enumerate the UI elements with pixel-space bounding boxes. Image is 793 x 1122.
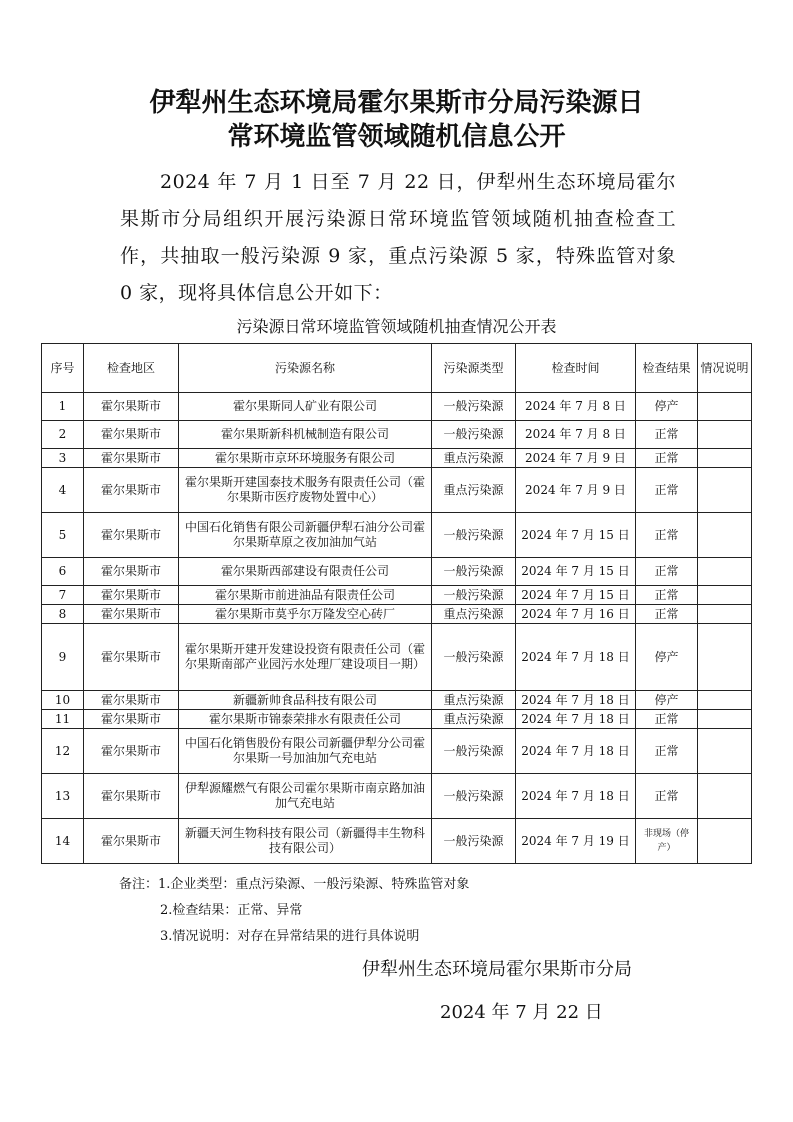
cell-note: [698, 691, 752, 710]
note-line-3: 3.情况说明：对存在异常结果的进行具体说明: [160, 929, 420, 944]
header-name: 污染源名称: [179, 344, 432, 393]
cell-time: 2024 年 7 月 18 日: [516, 729, 636, 774]
cell-area: 霍尔果斯市: [84, 421, 179, 449]
cell-area: 霍尔果斯市: [84, 513, 179, 558]
cell-area: 霍尔果斯市: [84, 393, 179, 421]
cell-result: 正常: [636, 605, 698, 624]
cell-result: 停产: [636, 624, 698, 691]
cell-time: 2024 年 7 月 19 日: [516, 819, 636, 864]
cell-area: 霍尔果斯市: [84, 605, 179, 624]
cell-seq: 11: [42, 710, 84, 729]
cell-seq: 13: [42, 774, 84, 819]
cell-time: 2024 年 7 月 15 日: [516, 586, 636, 605]
cell-name: 中国石化销售有限公司新疆伊犁石油分公司霍尔果斯草原之夜加油加气站: [179, 513, 432, 558]
table-row: [42, 558, 752, 586]
cell-type: 一般污染源: [432, 729, 516, 774]
table-row: [42, 774, 752, 819]
cell-type: 一般污染源: [432, 774, 516, 819]
cell-area: 霍尔果斯市: [84, 774, 179, 819]
cell-note: [698, 393, 752, 421]
cell-type: 一般污染源: [432, 421, 516, 449]
cell-note: [698, 605, 752, 624]
note-line-1: 备注：1.企业类型：重点污染源、一般污染源、特殊监管对象: [119, 877, 470, 892]
cell-name: 霍尔果斯开建国泰技术服务有限责任公司（霍尔果斯市医疗废物处置中心）: [179, 468, 432, 513]
cell-result: 正常: [636, 421, 698, 449]
cell-type: 一般污染源: [432, 393, 516, 421]
cell-time: 2024 年 7 月 15 日: [516, 558, 636, 586]
table-row: [42, 421, 752, 449]
table-caption: 污染源日常环境监管领域随机抽查情况公开表: [236, 317, 557, 336]
cell-area: 霍尔果斯市: [84, 449, 179, 468]
cell-seq: 2: [42, 421, 84, 449]
cell-result: 正常: [636, 468, 698, 513]
cell-seq: 4: [42, 468, 84, 513]
cell-time: 2024 年 7 月 8 日: [516, 393, 636, 421]
table-row: [42, 691, 752, 710]
cell-name: 霍尔果斯西部建设有限责任公司: [179, 558, 432, 586]
cell-type: 重点污染源: [432, 605, 516, 624]
cell-type: 一般污染源: [432, 513, 516, 558]
cell-seq: 3: [42, 449, 84, 468]
cell-result: 正常: [636, 729, 698, 774]
cell-name: 伊犁源耀燃气有限公司霍尔果斯市南京路加油加气充电站: [179, 774, 432, 819]
cell-note: [698, 774, 752, 819]
cell-type: 重点污染源: [432, 449, 516, 468]
cell-name: 霍尔果斯市锦泰荣排水有限责任公司: [179, 710, 432, 729]
cell-name: 新疆天河生物科技有限公司（新疆得丰生物科技有限公司）: [179, 819, 432, 864]
cell-seq: 1: [42, 393, 84, 421]
cell-note: [698, 729, 752, 774]
document-title-line2: 常环境监管领域随机信息公开: [227, 122, 566, 152]
cell-seq: 10: [42, 691, 84, 710]
cell-note: [698, 558, 752, 586]
cell-name: 中国石化销售股份有限公司新疆伊犁分公司霍尔果斯一号加油加气充电站: [179, 729, 432, 774]
cell-area: 霍尔果斯市: [84, 819, 179, 864]
cell-area: 霍尔果斯市: [84, 710, 179, 729]
cell-time: 2024 年 7 月 18 日: [516, 691, 636, 710]
cell-time: 2024 年 7 月 8 日: [516, 421, 636, 449]
cell-result: 正常: [636, 774, 698, 819]
table-row: [42, 605, 752, 624]
table-row: [42, 819, 752, 864]
cell-name: 霍尔果斯开建开发建设投资有限责任公司（霍尔果斯南部产业园污水处理厂建设项目一期）: [179, 624, 432, 691]
table-header-row: [42, 344, 752, 393]
cell-note: [698, 468, 752, 513]
cell-result: 正常: [636, 449, 698, 468]
cell-note: [698, 710, 752, 729]
cell-time: 2024 年 7 月 9 日: [516, 449, 636, 468]
cell-note: [698, 421, 752, 449]
cell-result: 正常: [636, 710, 698, 729]
cell-area: 霍尔果斯市: [84, 624, 179, 691]
cell-type: 一般污染源: [432, 624, 516, 691]
table-row: [42, 729, 752, 774]
cell-type: 重点污染源: [432, 691, 516, 710]
cell-area: 霍尔果斯市: [84, 586, 179, 605]
cell-note: [698, 513, 752, 558]
cell-area: 霍尔果斯市: [84, 558, 179, 586]
cell-time: 2024 年 7 月 18 日: [516, 774, 636, 819]
intro-paragraph: 2024 年 7 月 1 日至 7 月 22 日，伊犁州生态环境局霍尔果斯市分局组织开展污染源日常环境监管领域随机抽查检查工作，共抽取一般污染源 9 家，重点污染源 5 家，特殊监管对象 0 家，现将具体信息公开如下：: [120, 171, 676, 304]
cell-name: 霍尔果斯新科机械制造有限公司: [179, 421, 432, 449]
cell-time: 2024 年 7 月 16 日: [516, 605, 636, 624]
cell-type: 一般污染源: [432, 558, 516, 586]
signature-date: 2024 年 7 月 22 日: [440, 1002, 603, 1023]
cell-note: [698, 624, 752, 691]
cell-name: 霍尔果斯市京环环境服务有限公司: [179, 449, 432, 468]
header-area: 检查地区: [84, 344, 179, 393]
cell-type: 一般污染源: [432, 819, 516, 864]
cell-seq: 6: [42, 558, 84, 586]
table-row: [42, 468, 752, 513]
signature-organization: 伊犁州生态环境局霍尔果斯市分局: [362, 959, 632, 980]
cell-seq: 14: [42, 819, 84, 864]
cell-result: 停产: [636, 691, 698, 710]
inspection-table: [41, 343, 752, 864]
cell-seq: 7: [42, 586, 84, 605]
cell-result: 正常: [636, 513, 698, 558]
cell-note: [698, 586, 752, 605]
cell-seq: 9: [42, 624, 84, 691]
table-row: [42, 710, 752, 729]
cell-name: 霍尔果斯市前进油品有限责任公司: [179, 586, 432, 605]
cell-time: 2024 年 7 月 18 日: [516, 710, 636, 729]
cell-time: 2024 年 7 月 15 日: [516, 513, 636, 558]
cell-note: [698, 449, 752, 468]
header-note: 情况说明: [698, 344, 752, 393]
table-row: [42, 624, 752, 691]
cell-type: 重点污染源: [432, 468, 516, 513]
header-time: 检查时间: [516, 344, 636, 393]
cell-area: 霍尔果斯市: [84, 691, 179, 710]
header-result: 检查结果: [636, 344, 698, 393]
cell-result: 正常: [636, 558, 698, 586]
cell-seq: 5: [42, 513, 84, 558]
cell-name: 霍尔果斯市莫乎尔万隆发空心砖厂: [179, 605, 432, 624]
cell-area: 霍尔果斯市: [84, 729, 179, 774]
table-row: [42, 513, 752, 558]
cell-type: 一般污染源: [432, 586, 516, 605]
cell-name: 新疆新帅食品科技有限公司: [179, 691, 432, 710]
table-row: [42, 449, 752, 468]
cell-time: 2024 年 7 月 18 日: [516, 624, 636, 691]
cell-result: 正常: [636, 586, 698, 605]
table-row: [42, 586, 752, 605]
cell-time: 2024 年 7 月 9 日: [516, 468, 636, 513]
cell-seq: 12: [42, 729, 84, 774]
document-title-line1: 伊犁州生态环境局霍尔果斯市分局污染源日: [149, 88, 644, 118]
cell-type: 重点污染源: [432, 710, 516, 729]
cell-seq: 8: [42, 605, 84, 624]
cell-area: 霍尔果斯市: [84, 468, 179, 513]
cell-result: 停产: [636, 393, 698, 421]
table-row: [42, 393, 752, 421]
cell-name: 霍尔果斯同人矿业有限公司: [179, 393, 432, 421]
cell-result: 非现场（停产）: [636, 819, 698, 864]
cell-note: [698, 819, 752, 864]
header-seq: 序号: [42, 344, 84, 393]
header-type: 污染源类型: [432, 344, 516, 393]
note-line-2: 2.检查结果：正常、异常: [160, 903, 303, 918]
